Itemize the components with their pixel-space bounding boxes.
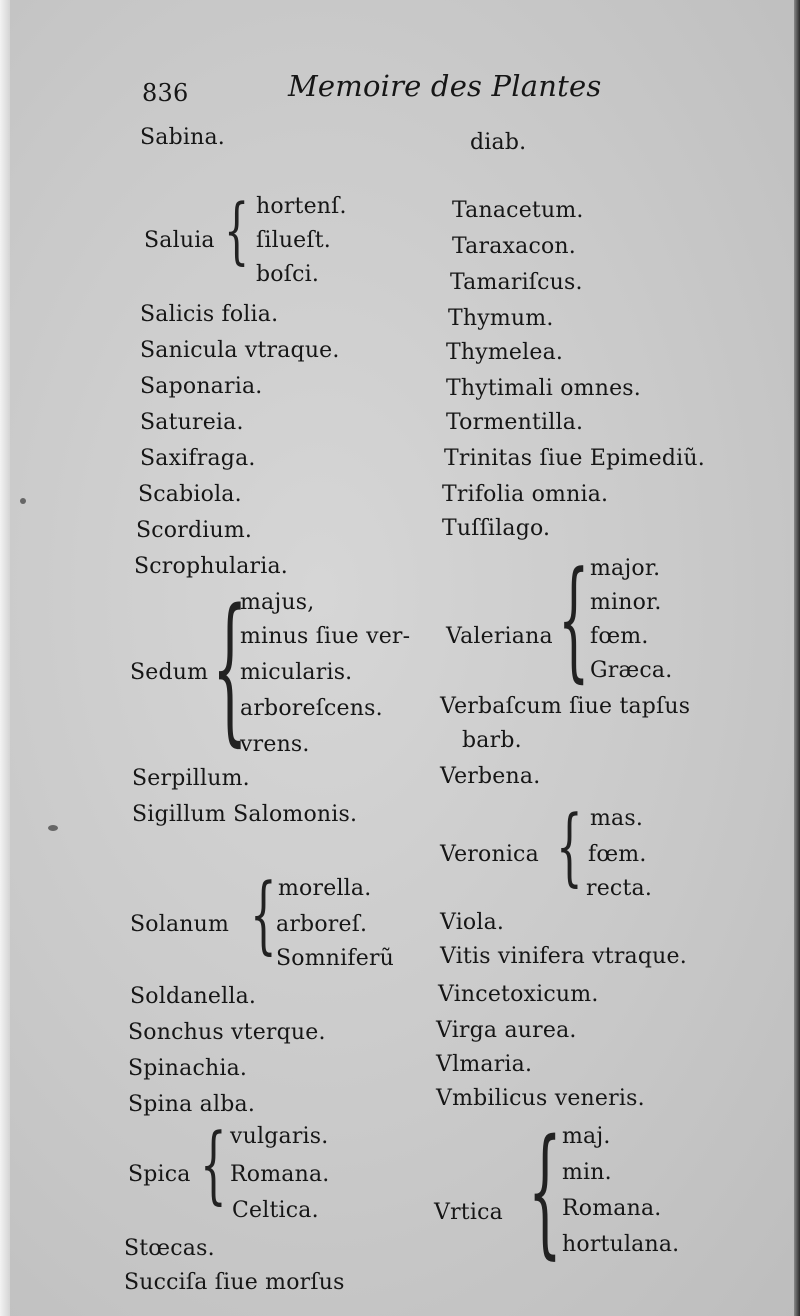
entry: Saxifraga.: [140, 446, 256, 471]
entry: Spina alba.: [128, 1092, 256, 1117]
entry: Scordium.: [136, 518, 253, 543]
curly-brace-icon: {: [250, 865, 277, 963]
entry: Tanacetum.: [452, 198, 584, 223]
valeriana-item: major.: [590, 556, 661, 581]
entry: Salicis folia.: [140, 302, 279, 327]
entry: Sonchus vterque.: [128, 1020, 326, 1045]
entry: Thytimali omnes.: [446, 376, 641, 401]
entry: Viola.: [440, 910, 505, 935]
entry: Tuſſilago.: [442, 516, 551, 541]
sedum-item: arboreſcens.: [240, 696, 383, 721]
entry: Vlmaria.: [436, 1052, 533, 1077]
entry: Trinitas ſiue Epimediũ.: [444, 446, 705, 471]
group-head-valeriana: Valeriana: [446, 624, 553, 649]
entry: Trifolia omnia.: [442, 482, 609, 507]
entry: Serpillum.: [132, 766, 250, 791]
entry: Tamariſcus.: [450, 270, 583, 295]
entry: Vincetoxicum.: [438, 982, 599, 1007]
page-number: 836: [142, 79, 189, 107]
vrtica-item: Romana.: [562, 1196, 662, 1221]
saluia-item: boſci.: [256, 262, 320, 287]
valeriana-item: fœm.: [590, 624, 649, 649]
entry: Scrophularia.: [134, 554, 288, 579]
group-head-solanum: Solanum: [130, 912, 230, 937]
spica-item: vulgaris.: [230, 1124, 329, 1149]
entry: Thymelea.: [446, 340, 564, 365]
page-left-edge: [0, 0, 10, 1316]
entry-sabina: Sabina.: [140, 125, 225, 150]
entry-verbena: Verbena.: [440, 764, 541, 789]
entry-verbascum-cont: barb.: [462, 728, 522, 753]
entry: Satureia.: [140, 410, 244, 435]
valeriana-item: Græca.: [590, 658, 673, 683]
entry: Scabiola.: [138, 482, 242, 507]
entry: Thymum.: [448, 306, 554, 331]
entry: Spinachia.: [128, 1056, 248, 1081]
group-head-vrtica: Vrtica: [434, 1200, 503, 1225]
running-title: Memoire des Plantes: [288, 69, 602, 103]
entry: Sanicula vtraque.: [140, 338, 340, 363]
veronica-item: recta.: [586, 876, 653, 901]
solanum-item: morella.: [278, 876, 372, 901]
entry: Virga aurea.: [436, 1018, 577, 1043]
entry: Vitis vinifera vtraque.: [440, 944, 687, 969]
entry: Saponaria.: [140, 374, 263, 399]
solanum-item: arboreſ.: [276, 912, 368, 937]
vrtica-item: min.: [562, 1160, 612, 1185]
group-head-sedum: Sedum: [130, 660, 209, 685]
vrtica-item: hortulana.: [562, 1232, 680, 1257]
sedum-item: majus,: [240, 590, 315, 615]
spica-item: Celtica.: [232, 1198, 319, 1223]
curly-brace-icon: {: [528, 1110, 562, 1273]
page-right-edge: [794, 0, 800, 1316]
entry: Taraxacon.: [452, 234, 576, 259]
entry: Vmbilicus veneris.: [436, 1086, 645, 1111]
veronica-item: fœm.: [588, 842, 647, 867]
vrtica-item: maj.: [562, 1124, 611, 1149]
entry: Sigillum Salomonis.: [132, 802, 358, 827]
curly-brace-icon: {: [556, 797, 583, 895]
entry: Soldanella.: [130, 984, 257, 1009]
sedum-item: micularis.: [240, 660, 353, 685]
group-head-spica: Spica: [128, 1162, 191, 1187]
curly-brace-icon: {: [200, 1115, 227, 1213]
saluia-item: ſilueſt.: [256, 228, 331, 253]
veronica-item: mas.: [590, 806, 644, 831]
curly-brace-icon: {: [224, 188, 250, 272]
spica-item: Romana.: [230, 1162, 330, 1187]
entry: Tormentilla.: [446, 410, 584, 435]
entry: Stœcas.: [124, 1236, 215, 1261]
group-head-saluia: Saluia: [144, 228, 215, 253]
ink-blot: [20, 498, 26, 504]
curly-brace-icon: {: [558, 543, 590, 695]
saluia-item: hortenſ.: [256, 194, 347, 219]
entry-verbascum: Verbaſcum ſiue tapſus: [440, 694, 691, 719]
sedum-item: vrens.: [240, 732, 310, 757]
entry-diab: diab.: [470, 130, 527, 155]
entry: Succiſa ſiue morſus: [124, 1270, 345, 1295]
group-head-veronica: Veronica: [440, 842, 539, 867]
ink-blot: [48, 825, 58, 831]
valeriana-item: minor.: [590, 590, 662, 615]
sedum-item: minus ſiue ver-: [240, 624, 411, 649]
solanum-item: Somniferũ: [276, 946, 395, 971]
curly-brace-icon: {: [212, 574, 248, 761]
